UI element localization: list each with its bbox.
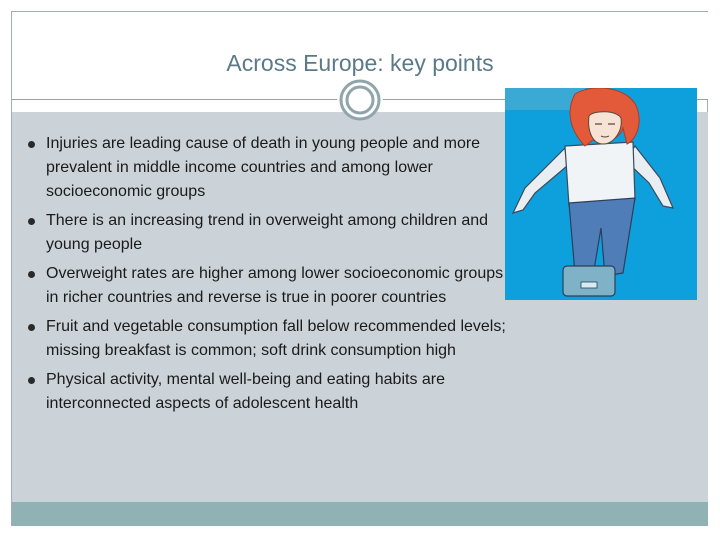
bullet-dot-icon [28,324,35,331]
slide-title: Across Europe: key points [226,50,494,76]
bullet-item: Fruit and vegetable consumption fall below recommended levels; missing breakfast is common; soft drink consumption high [28,315,518,363]
title-divider-left [12,99,337,100]
circle-ornament-icon [338,78,382,122]
bullet-dot-icon [28,141,35,148]
bullet-dot-icon [28,377,35,384]
bullet-item: Physical activity, mental well-being and eating habits are interconnected aspects of adolescent health [28,368,518,416]
bullet-item: Injuries are leading cause of death in young people and more prevalent in middle income countries and among lower socioeconomic groups [28,132,518,204]
bullet-item: Overweight rates are higher among lower socioeconomic groups in richer countries and reverse is true in poorer countries [28,262,518,310]
bullet-dot-icon [28,271,35,278]
girl-on-scale-illustration [505,88,697,300]
bullet-dot-icon [28,218,35,225]
bullet-item: There is an increasing trend in overweight among children and young people [28,209,518,257]
bottom-band [12,502,708,526]
bullet-list [28,132,518,421]
